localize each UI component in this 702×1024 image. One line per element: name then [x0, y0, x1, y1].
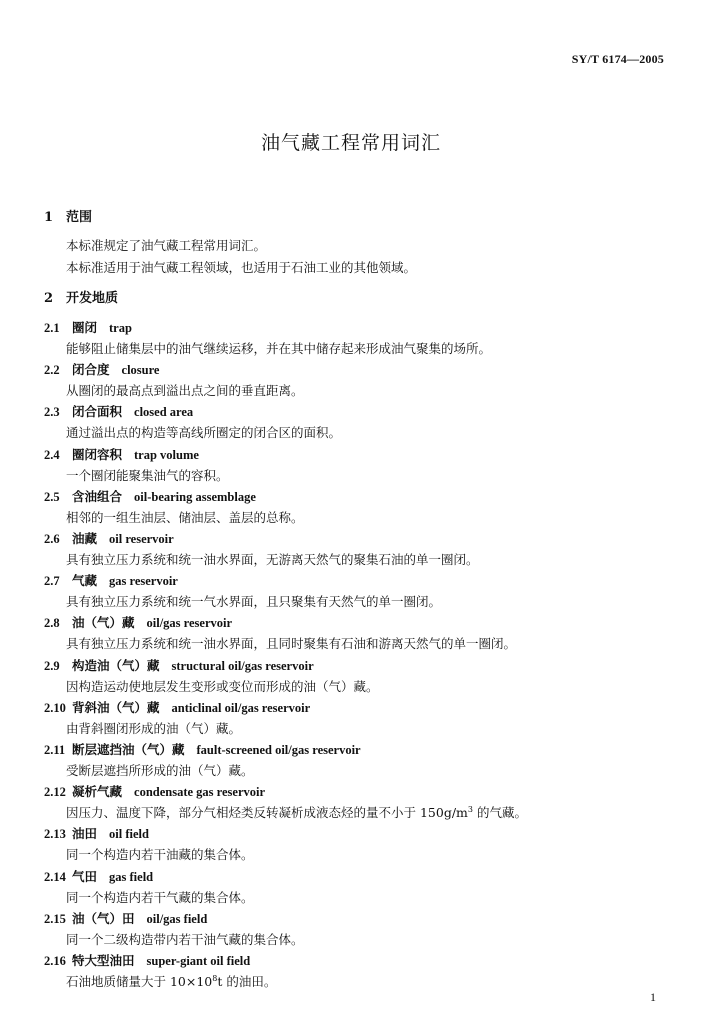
section-number: 2 — [44, 291, 54, 306]
section-heading-scope — [44, 206, 92, 225]
term-chinese: 凝析气藏 — [72, 784, 123, 800]
term-number: 2.5 — [44, 489, 60, 504]
term-chinese: 圈闭容积 — [72, 446, 123, 462]
term-number: 2.15 — [44, 911, 66, 926]
term-number: 2.6 — [44, 532, 60, 546]
document-title: 油气藏工程常用词汇 — [260, 132, 441, 154]
definition-text: 石油地质储量大于 10×10 — [66, 974, 213, 989]
term-number: 2.10 — [44, 700, 66, 715]
section-title: 开发地质 — [66, 291, 119, 306]
scope-paragraph: 本标准规定了油气藏工程常用词汇。 — [66, 238, 267, 253]
term-definition: 由背斜圈闭形成的油（气）藏。 — [66, 720, 242, 736]
term-english: super-giant oil field — [146, 954, 251, 968]
term-english: gas reservoir — [109, 574, 178, 589]
superscript: 8 — [212, 973, 218, 983]
section-title: 范围 — [66, 210, 93, 225]
term-english: oil/gas reservoir — [146, 616, 233, 631]
definition-text: t 的油田。 — [217, 974, 277, 989]
section-heading-geology — [44, 287, 118, 306]
term-heading — [44, 529, 174, 547]
term-definition — [66, 803, 527, 821]
term-number: 2.9 — [44, 658, 60, 673]
term-english: closure — [121, 363, 160, 378]
term-chinese: 闭合度 — [72, 362, 110, 378]
term-definition: 通过溢出点的构造等高线所圈定的闭合区的面积。 — [66, 425, 342, 441]
term-heading — [44, 951, 250, 969]
term-number: 2.14 — [44, 869, 66, 884]
term-heading — [44, 740, 361, 758]
term-heading — [44, 824, 149, 842]
superscript: 3 — [467, 805, 473, 815]
term-english: trap volume — [134, 447, 199, 462]
term-english: oil-bearing assemblage — [134, 489, 256, 504]
term-english: oil/gas field — [146, 911, 208, 926]
term-chinese: 圈闭 — [72, 320, 98, 335]
term-chinese: 油（气）藏 — [72, 615, 135, 631]
definition-text: 的气藏。 — [473, 805, 527, 821]
term-chinese: 背斜油（气）藏 — [72, 699, 160, 715]
term-number: 2.2 — [44, 363, 60, 378]
term-heading — [44, 656, 314, 674]
term-number: 2.1 — [44, 321, 60, 335]
term-number: 2.3 — [44, 405, 60, 420]
term-heading — [44, 698, 310, 716]
term-definition: 因构造运动使地层发生变形或变位而形成的油（气）藏。 — [66, 678, 379, 694]
section-number: 1 — [44, 210, 54, 225]
term-chinese: 油（气）田 — [72, 910, 135, 926]
term-definition: 同一个构造内若干气藏的集合体。 — [66, 889, 254, 905]
term-chinese: 含油组合 — [72, 488, 123, 504]
term-chinese: 构造油（气）藏 — [72, 657, 160, 673]
page-number: 1 — [650, 990, 656, 1004]
term-heading — [44, 909, 207, 927]
term-heading — [44, 402, 193, 420]
term-number: 2.7 — [44, 574, 60, 589]
term-heading — [44, 571, 178, 589]
term-definition: 受断层遮挡所形成的油（气）藏。 — [66, 763, 254, 778]
term-heading — [44, 318, 132, 336]
term-english: fault-screened oil/gas reservoir — [196, 743, 361, 757]
standard-code: SY/T 6174—2005 — [571, 52, 664, 66]
term-english: gas field — [109, 869, 154, 884]
term-chinese: 气田 — [72, 868, 98, 884]
term-heading — [44, 867, 153, 885]
term-english: structural oil/gas reservoir — [171, 658, 314, 673]
term-number: 2.12 — [44, 785, 66, 800]
term-heading — [44, 613, 232, 631]
term-definition: 同一个二级构造带内若干油气藏的集合体。 — [66, 931, 304, 947]
term-definition: 相邻的一组生油层、储油层、盖层的总称。 — [66, 509, 304, 525]
term-heading — [44, 782, 265, 800]
term-english: oil reservoir — [109, 532, 174, 546]
definition-text: 因压力、温度下降，部分气相烃类反转凝析成液态烃的量不小于 150g/m — [66, 805, 468, 821]
term-heading — [44, 445, 199, 463]
term-chinese: 闭合面积 — [72, 404, 123, 420]
term-number: 2.11 — [44, 743, 66, 757]
term-definition: 具有独立压力系统和统一油水界面，且同时聚集有石油和游离天然气的单一圈闭。 — [66, 636, 517, 652]
term-definition: 从圈闭的最高点到溢出点之间的垂直距离。 — [66, 383, 304, 399]
term-chinese: 特大型油田 — [72, 953, 135, 968]
term-number: 2.8 — [44, 616, 60, 631]
term-number: 2.4 — [44, 447, 60, 462]
term-heading — [44, 360, 159, 378]
term-english: trap — [109, 321, 132, 335]
term-chinese: 气藏 — [72, 573, 98, 589]
term-number: 2.13 — [44, 827, 66, 842]
term-number: 2.16 — [44, 954, 66, 968]
term-definition: 能够阻止储集层中的油气继续运移，并在其中储存起来形成油气聚集的场所。 — [66, 341, 492, 356]
term-chinese: 断层遮挡油（气）藏 — [72, 742, 185, 757]
term-english: oil field — [109, 827, 149, 842]
term-definition: 一个圈闭能聚集油气的容积。 — [66, 467, 229, 483]
term-english: anticlinal oil/gas reservoir — [171, 700, 311, 715]
term-english: closed area — [134, 405, 194, 420]
term-definition — [66, 972, 276, 990]
scope-paragraph: 本标准适用于油气藏工程领域，也适用于石油工业的其他领域。 — [66, 260, 417, 275]
term-heading — [44, 487, 256, 505]
term-chinese: 油田 — [72, 826, 98, 842]
term-definition: 同一个构造内若干油藏的集合体。 — [66, 847, 254, 863]
term-english: condensate gas reservoir — [134, 785, 266, 800]
term-chinese: 油藏 — [72, 531, 98, 546]
term-definition: 具有独立压力系统和统一气水界面，且只聚集有天然气的单一圈闭。 — [66, 594, 442, 610]
term-definition: 具有独立压力系统和统一油水界面，无游离天然气的聚集石油的单一圈闭。 — [66, 552, 479, 567]
